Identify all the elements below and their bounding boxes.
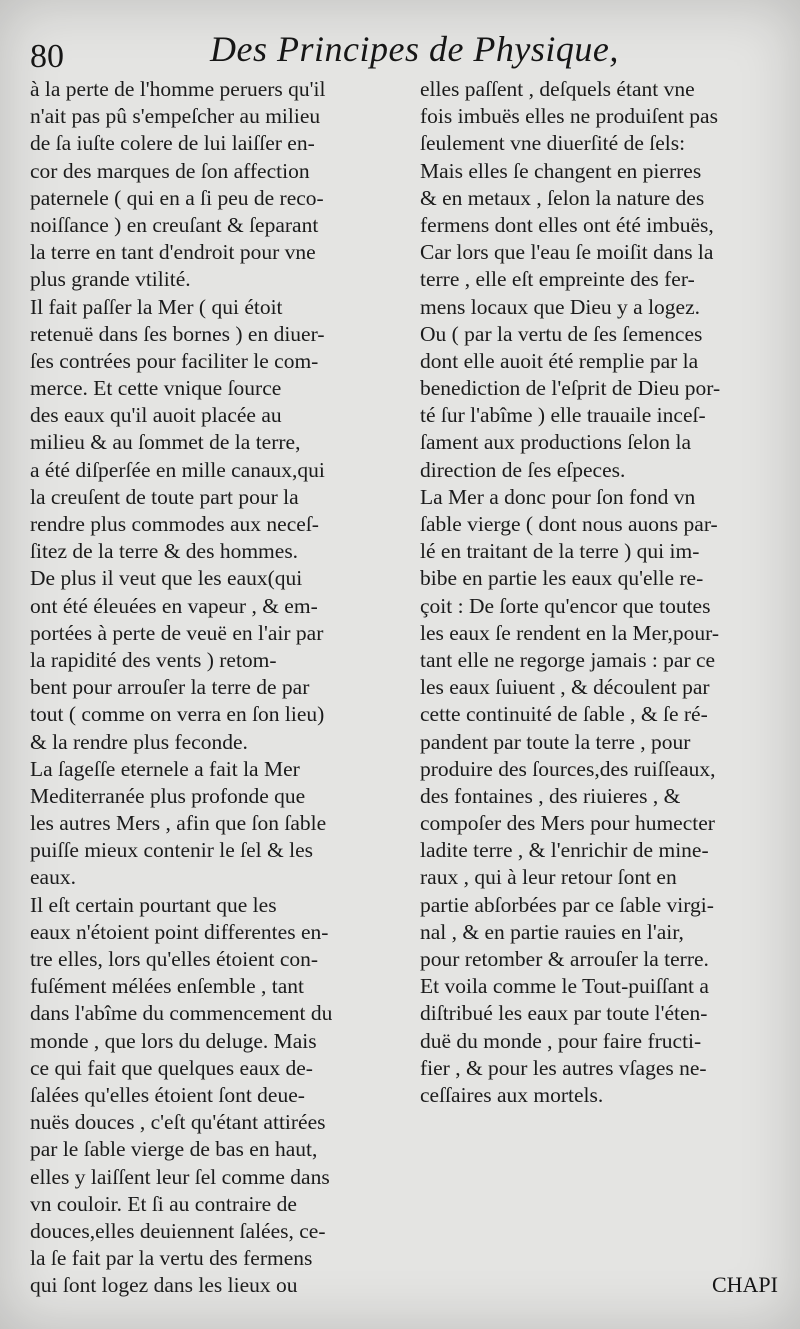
text-line: raux , qui à leur retour ſont en xyxy=(420,865,677,890)
text-line: ſalées qu'elles étoient ſont deue- xyxy=(30,1082,305,1107)
text-line: à la perte de l'homme peruers qu'il xyxy=(30,77,326,101)
text-line: & en metaux , ſelon la nature des xyxy=(420,185,705,210)
text-line: dans l'abîme du commencement du xyxy=(30,1001,333,1026)
text-line: fermens dont elles ont été imbuës, xyxy=(420,212,714,237)
text-line: portées à perte de veuë en l'air par xyxy=(30,620,324,645)
text-line: La ſageſſe eternele a fait la Mer xyxy=(30,756,300,781)
text-line: ceſſaires aux mortels. xyxy=(420,1082,604,1107)
text-line: les eaux ſuiuent , & découlent par xyxy=(420,675,710,700)
text-line: duë du monde , pour faire fructi- xyxy=(420,1028,702,1053)
text-line: benediction de l'eſprit de Dieu por- xyxy=(420,376,721,401)
text-line: nuës douces , c'eſt qu'étant attirées xyxy=(30,1110,326,1135)
text-line: fois imbuës elles ne produiſent pas xyxy=(420,104,718,129)
left-text-column xyxy=(30,76,408,1299)
text-line: compoſer des Mers pour humecter xyxy=(420,811,715,836)
text-line: la ſe fait par la vertu des fermens xyxy=(30,1246,313,1271)
text-line: Car lors que l'eau ſe moiſit dans la xyxy=(420,240,714,265)
text-line: lé en traitant de la terre ) qui im- xyxy=(420,539,700,564)
text-line: eaux. xyxy=(30,865,76,890)
text-line: pour retomber & arrouſer la terre. xyxy=(420,947,709,971)
text-line: eaux n'étoient point differentes en- xyxy=(30,919,329,944)
text-line: nal , & en partie rauies en l'air, xyxy=(420,919,684,944)
text-line: paternele ( qui en a ſi peu de reco- xyxy=(30,185,324,210)
text-line: diſtribué les eaux par toute l'éten- xyxy=(420,1001,708,1026)
text-line: des eaux qu'il auoit placée au xyxy=(30,403,282,428)
text-line: & la rendre plus feconde. xyxy=(30,729,248,754)
text-line: tant elle ne regorge jamais : par ce xyxy=(420,647,716,672)
text-line: ont été éleuées en vapeur , & em- xyxy=(30,593,318,618)
text-line: partie abſorbées par ce ſable virgi- xyxy=(420,892,714,917)
text-line: douces,elles deuiennent ſalées, ce- xyxy=(30,1218,326,1243)
text-line: dont elle auoit été remplie par la xyxy=(420,348,699,373)
text-line: Mediterranée plus profonde que xyxy=(30,783,306,808)
text-line: ſeulement vne diuerſité de ſels: xyxy=(420,131,686,156)
text-line: mens locaux que Dieu y a logez. xyxy=(420,294,701,319)
text-line: bent pour arrouſer la terre de par xyxy=(30,675,310,700)
text-line: rendre plus commodes aux neceſ- xyxy=(30,512,319,536)
right-text-column xyxy=(420,76,770,1109)
text-line: par le ſable vierge de bas en haut, xyxy=(30,1137,318,1162)
text-line: noiſſance ) en creuſant & ſeparant xyxy=(30,212,319,237)
text-line: qui ſont logez dans les lieux ou xyxy=(30,1273,298,1298)
text-line: ſitez de la terre & des hommes. xyxy=(30,539,299,564)
text-line: tre elles, lors qu'elles étoient con- xyxy=(30,947,319,971)
text-line: De plus il veut que les eaux(qui xyxy=(30,566,303,591)
text-line: milieu & au ſommet de la terre, xyxy=(30,430,301,455)
text-line: cor des marques de ſon affection xyxy=(30,158,310,183)
text-line: Et voila comme le Tout-puiſſant a xyxy=(420,974,709,999)
text-line: elles paſſent , deſquels étant vne xyxy=(420,77,695,101)
text-line: la rapidité des vents ) retom- xyxy=(30,647,277,672)
text-line: Mais elles ſe changent en pierres xyxy=(420,158,702,183)
catchword: CHAPI xyxy=(711,1272,778,1297)
text-line: la creuſent de toute part pour la xyxy=(30,484,299,509)
text-line: fuſément mélées enſemble , tant xyxy=(30,974,305,999)
text-line: Il fait paſſer la Mer ( qui étoit xyxy=(30,294,283,319)
text-line: ce qui fait que quelques eaux de- xyxy=(30,1055,313,1080)
text-line: la terre en tant d'endroit pour vne xyxy=(30,240,316,265)
text-line: bibe en partie les eaux qu'elle re- xyxy=(420,566,704,591)
text-line: ſable vierge ( dont nous auons par- xyxy=(420,512,718,536)
text-line: cette continuité de ſable , & ſe ré- xyxy=(420,702,708,727)
text-line: La Mer a donc pour ſon fond vn xyxy=(420,484,696,509)
text-line: retenuë dans ſes bornes ) en diuer- xyxy=(30,321,325,346)
text-line: n'ait pas pû s'empeſcher au milieu xyxy=(30,104,321,129)
text-line: té ſur l'abîme ) elle trauaile inceſ- xyxy=(420,403,706,428)
text-line: de ſa iuſte colere de lui laiſſer en- xyxy=(30,131,315,156)
text-line: Ou ( par la vertu de ſes ſemences xyxy=(420,321,703,346)
text-line: des fontaines , des riuieres , & xyxy=(420,783,681,808)
text-line: les autres Mers , afin que ſon ſable xyxy=(30,811,327,836)
text-line: direction de ſes eſpeces. xyxy=(420,457,626,482)
text-line: plus grande vtilité. xyxy=(30,267,191,292)
text-line: elles y laiſſent leur ſel comme dans xyxy=(30,1164,330,1189)
text-line: Il eſt certain pourtant que les xyxy=(30,892,277,917)
text-line: produire des ſources,des ruiſſeaux, xyxy=(420,756,716,781)
text-line: ſes contrées pour faciliter le com- xyxy=(30,348,319,373)
text-line: vn couloir. Et ſi au contraire de xyxy=(30,1191,297,1216)
text-line: monde , que lors du deluge. Mais xyxy=(30,1028,317,1053)
text-line: fier , & pour les autres vſages ne- xyxy=(420,1055,707,1080)
running-title: Des Principes de Physique, xyxy=(210,29,619,69)
text-line: puiſſe mieux contenir le ſel & les xyxy=(30,838,314,863)
text-line: pandent par toute la terre , pour xyxy=(420,729,691,754)
text-line: terre , elle eſt empreinte des fer- xyxy=(420,267,695,292)
page-number: 80 xyxy=(30,38,64,75)
text-line: ſament aux productions ſelon la xyxy=(420,430,692,455)
text-line: merce. Et cette vnique ſource xyxy=(30,376,282,401)
text-line: les eaux ſe rendent en la Mer,pour- xyxy=(420,620,719,645)
text-line: tout ( comme on verra en ſon lieu) xyxy=(30,702,325,727)
text-line: çoit : De ſorte qu'encor que toutes xyxy=(420,593,711,618)
text-line: a été diſperſée en mille canaux,qui xyxy=(30,457,325,482)
text-line: ladite terre , & l'enrichir de mine- xyxy=(420,838,709,863)
